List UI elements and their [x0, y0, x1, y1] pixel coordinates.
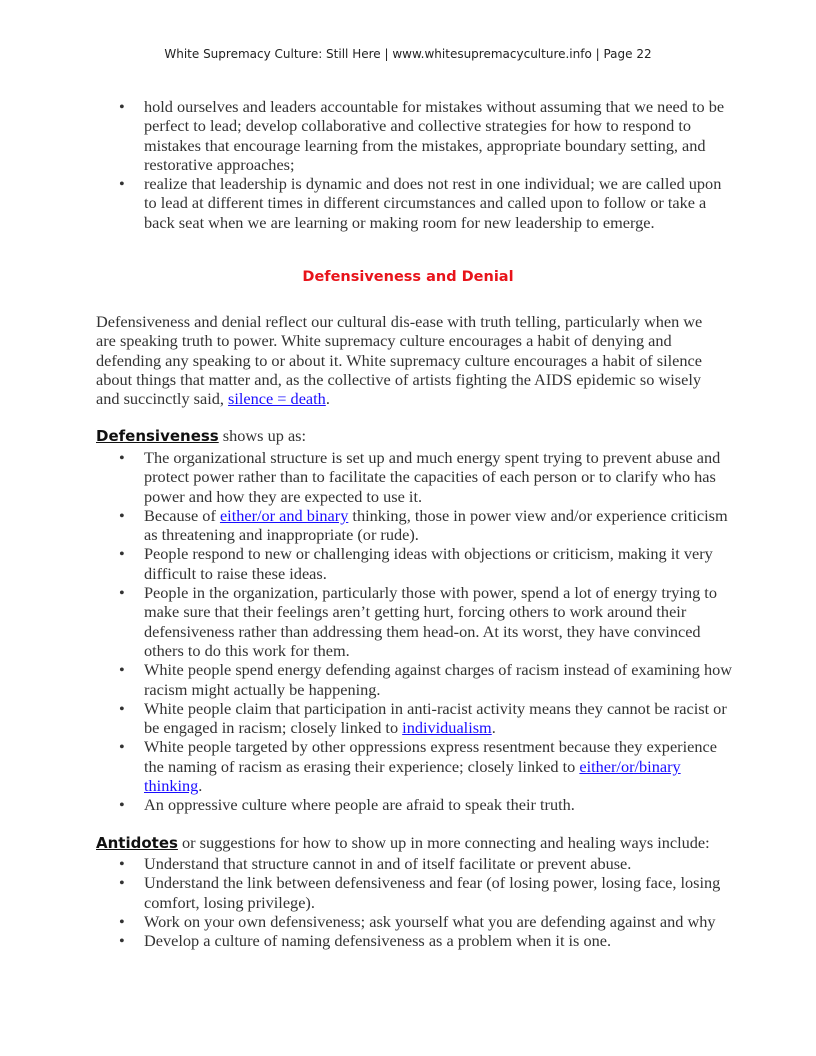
- section-title: Defensiveness and Denial: [302, 269, 514, 285]
- intro-end: .: [325, 389, 330, 409]
- intro-paragraph: [96, 312, 720, 408]
- item-text: thinking, those in power view and/or experience criticism as threatening and inappropriate (or rude).: [144, 505, 728, 545]
- list-item: • Develop a culture of naming defensiveness as a problem when it is one.: [96, 931, 736, 950]
- defensiveness-term: Defensiveness: [96, 427, 219, 445]
- antidotes-lead: [96, 833, 736, 853]
- either-or-binary-link[interactable]: either/or and binary: [219, 505, 349, 525]
- intro-text: Defensiveness and denial reflect our cultural dis-ease with truth telling, particularly when we are speaking truth to power. White supremacy culture encourages a habit of denying and defending any speaking to or about it. White supremacy culture encourages a habit of silence about things that matter and, as the collective of artists fighting the AIDS epidemic so wisely and succinctly said,: [96, 312, 703, 409]
- list-item: • hold ourselves and leaders accountable for mistakes without assuming that we need to be perfect to lead; develop collaborative and collective strategies for how to respond to mistakes that encourage learning from the mistakes, appropriate boundary setting, and restorative approaches;: [96, 97, 736, 174]
- antidotes-list: [96, 854, 736, 950]
- list-item: • Understand that structure cannot in and of itself facilitate or prevent abuse.: [96, 854, 736, 873]
- list-item: [96, 506, 736, 545]
- defensiveness-list: [96, 448, 736, 815]
- top-bullet-list: [96, 97, 736, 232]
- defensiveness-lead-text: shows up as:: [218, 426, 307, 445]
- item-text: .: [198, 776, 203, 796]
- item-text: .: [491, 718, 496, 738]
- list-item: • White people spend energy defending against charges of racism instead of examining how racism might actually be happening.: [96, 660, 736, 699]
- list-item: • An oppressive culture where people are afraid to speak their truth.: [96, 795, 736, 814]
- antidotes-lead-text: or suggestions for how to show up in more connecting and healing ways include:: [177, 833, 710, 852]
- page-header: White Supremacy Culture: Still Here | www.whitesupremacyculture.info | Page 22: [164, 47, 652, 61]
- list-item: • People in the organization, particularly those with power, spend a lot of energy trying to make sure that their feelings aren’t getting hurt, forcing others to work around their defensiveness rather than addressing them head-on. At its worst, they have convinced others to do this work for them.: [96, 583, 736, 660]
- list-item: • realize that leadership is dynamic and does not rest in one individual; we are called upon to lead at different times in different circumstances and called upon to follow or take a back seat when we are learning or making room for new leadership to emerge.: [96, 174, 736, 232]
- list-item: [96, 737, 736, 795]
- item-text: White people claim that participation in anti-racist activity means they cannot be racist or be engaged in racism; closely linked to: [144, 698, 727, 738]
- individualism-link[interactable]: individualism: [402, 718, 492, 738]
- either-or-binary-thinking-link[interactable]: either/or/binary thinking: [144, 756, 681, 796]
- antidotes-term: Antidotes: [96, 834, 178, 852]
- list-item: • The organizational structure is set up and much energy spent trying to prevent abuse and protect power rather than to facilitate the capacities of each person or to clarify who has power and how they are expected to use it.: [96, 448, 736, 506]
- list-item: • People respond to new or challenging ideas with objections or criticism, making it very difficult to raise these ideas.: [96, 544, 736, 583]
- list-item: [96, 699, 736, 738]
- item-text: Because of: [144, 505, 220, 525]
- silence-death-link[interactable]: silence = death: [228, 389, 326, 409]
- item-text: White people targeted by other oppressions express resentment because they experience the naming of racism as erasing their experience; closely linked to: [144, 737, 717, 776]
- list-item: • Work on your own defensiveness; ask yourself what you are defending against and why: [96, 912, 736, 931]
- defensiveness-lead: [96, 426, 736, 446]
- list-item: • Understand the link between defensiveness and fear (of losing power, losing face, losing comfort, losing privilege).: [96, 873, 736, 912]
